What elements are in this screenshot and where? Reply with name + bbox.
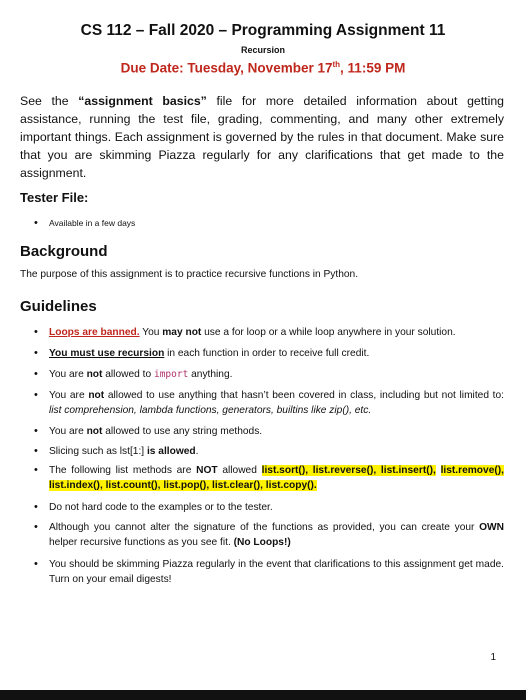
due-date-sup: th	[332, 60, 341, 69]
background-text: The purpose of this assignment is to practice recursive functions in Python.	[20, 269, 359, 280]
intro-bold: “assignment basics”	[78, 94, 207, 108]
tester-item-text: Available in a few days	[49, 218, 136, 228]
page-title: CS 112 – Fall 2020 – Programming Assignment 11	[80, 22, 446, 39]
bullet-icon: •	[34, 389, 38, 401]
bullet-icon: •	[34, 521, 38, 533]
tester-heading: Tester File:	[20, 190, 89, 205]
guideline-text	[49, 367, 504, 382]
text-span: in each function in order to receive full credit.	[164, 348, 370, 359]
bullet-icon: •	[34, 558, 38, 570]
intro-paragraph	[20, 92, 504, 182]
guideline-text	[49, 444, 504, 459]
guideline-text	[49, 325, 504, 340]
bullet-icon: •	[34, 501, 38, 513]
text-span: allowed	[217, 465, 262, 476]
text-span: You are	[49, 426, 87, 437]
text-span: anything.	[188, 369, 233, 380]
bold-span: is allowed	[146, 446, 196, 457]
text-span: You	[139, 327, 163, 338]
bullet-icon: •	[34, 326, 38, 338]
text-span: allowed to	[102, 369, 154, 380]
bullet-icon: •	[34, 464, 38, 476]
page-subtitle: Recursion	[240, 45, 285, 55]
text-span: Slicing such as lst[1:]	[49, 446, 147, 457]
background-heading: Background	[20, 243, 108, 260]
text-span: helper recursive functions as you see fit.	[49, 537, 234, 548]
bullet-icon: •	[34, 368, 38, 380]
bullet-icon: •	[34, 217, 38, 229]
due-date	[0, 60, 526, 76]
bold-span: may not	[162, 327, 202, 338]
loops-banned-link[interactable]: Loops are banned.	[49, 327, 140, 338]
guideline-text	[49, 520, 504, 550]
text-span: The following list methods are	[49, 465, 197, 476]
text-span: You are	[49, 390, 89, 401]
code-span: import	[153, 369, 189, 380]
recursion-required: You must use recursion	[49, 348, 165, 359]
bold-span: (No Loops!)	[233, 537, 291, 548]
text-span: use a for loop or a while loop anywhere in your solution.	[201, 327, 456, 338]
text-span: allowed to use anything that hasn’t been covered in class, including but not limited to:	[104, 390, 505, 401]
bold-span: NOT	[196, 465, 218, 476]
bold-span: not	[86, 426, 103, 437]
guideline-text: Do not hard code to the examples or to the tester.	[49, 502, 273, 513]
due-date-text: Due Date: Tuesday, November 17	[120, 60, 333, 76]
bullet-icon: •	[34, 445, 38, 457]
bottom-border	[0, 690, 526, 700]
page-number: 1	[490, 652, 496, 663]
guideline-text	[49, 463, 504, 493]
guideline-text: You should be skimming Piazza regularly in the event that clarifications to this assignment get made. Turn on your email digests!	[49, 559, 504, 585]
guideline-text	[49, 424, 504, 439]
guidelines-heading: Guidelines	[20, 298, 97, 315]
highlighted-methods: list.sort(), list.reverse(), list.insert(),	[261, 465, 436, 476]
intro-text-1: See the	[20, 94, 79, 108]
due-date-time: , 11:59 PM	[340, 60, 406, 76]
bold-span: not	[88, 390, 105, 401]
bold-span: OWN	[479, 522, 504, 533]
text-span: You are	[49, 369, 87, 380]
guideline-text	[49, 388, 504, 418]
text-span: Although you cannot alter the signature of the functions as provided, you can create your	[49, 522, 480, 533]
bullet-icon: •	[34, 347, 38, 359]
text-span: .	[195, 446, 199, 457]
text-span: allowed to use any string methods.	[102, 426, 263, 437]
highlighted-methods: list.remove(), list.index(), list.count(), list.pop(), list.clear(), list.copy().	[49, 465, 504, 491]
intro-text-2: file for more detailed information about getting assistance, running the test file, grading, commenting, and many other extremely important things. Each assignment is governed by the rules in that document. Make sure that you are skimming Piazza regularly for any clarifications that get made to the assignment.	[20, 94, 504, 180]
guideline-text	[49, 346, 504, 361]
bullet-icon: •	[34, 425, 38, 437]
bold-span: not	[86, 369, 103, 380]
italic-span: list comprehension, lambda functions, generators, builtins like zip(), etc.	[49, 405, 372, 416]
